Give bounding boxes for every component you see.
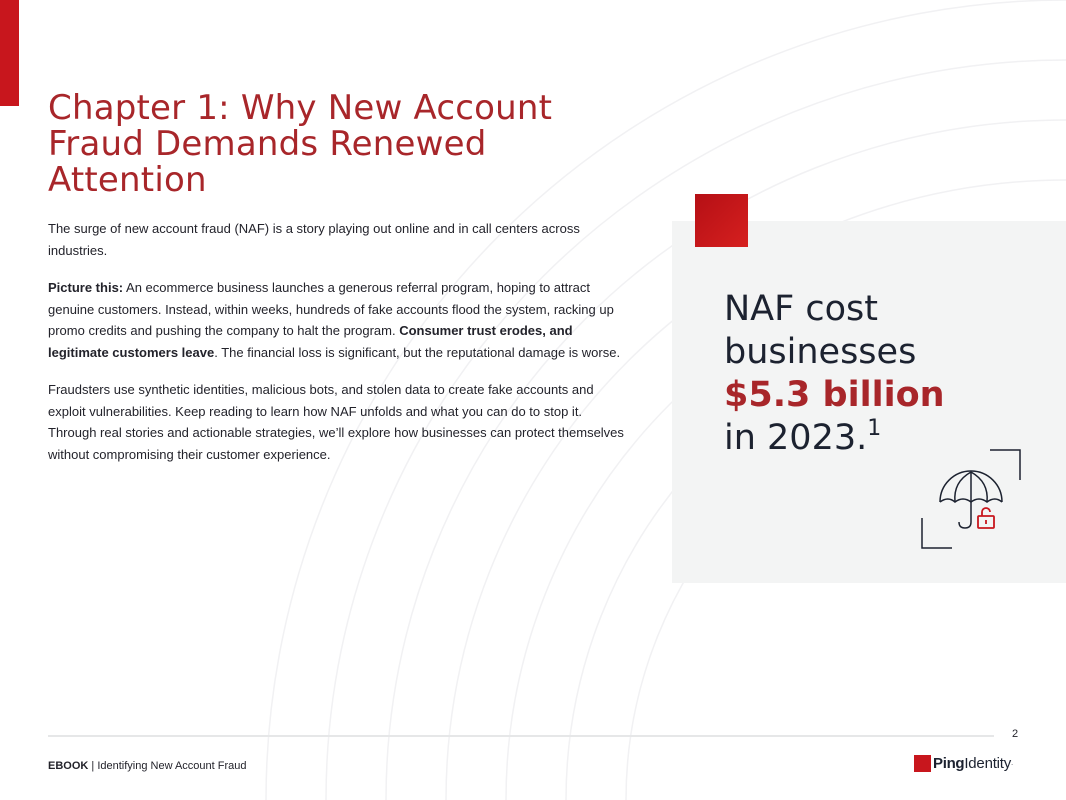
stat-footnote: 1 xyxy=(867,416,882,441)
paragraph-picture-this xyxy=(48,277,628,363)
footer-label-ebook: EBOOK xyxy=(48,760,89,772)
picture-this-text: An ecommerce business launches a generous referral program, hoping to attract genuine customers. Instead, within weeks, hundreds of fake accounts flood the system, racking up promo credits and pushing the company to halt the program. xyxy=(48,280,614,338)
logo-square-mark xyxy=(914,755,931,772)
footer-label xyxy=(48,760,247,772)
paragraph-intro: The surge of new account fraud (NAF) is a story playing out online and in call centers across industries. xyxy=(48,221,580,258)
logo-mark: . xyxy=(1011,759,1014,767)
stat-accent-square xyxy=(695,194,748,247)
corner-accent-bar xyxy=(0,0,19,106)
stat-line-2: businesses xyxy=(724,332,917,372)
stat-year: in 2023. xyxy=(724,418,868,458)
stat-callout xyxy=(724,288,1024,460)
paragraph-fraudsters: Fraudsters use synthetic identities, malicious bots, and stolen data to create fake accounts and exploit vulnerabilities. Keep reading to learn how NAF unfolds and what you can do to stop it. Through real stories and actionable strategies, we’ll explore how businesses can protect themselves without compromising their customer experience. xyxy=(48,382,624,462)
chapter-title: Chapter 1: Why New Account Fraud Demands Renewed Attention xyxy=(48,88,553,200)
stat-highlight: $5.3 billion xyxy=(724,375,945,415)
ping-identity-logo xyxy=(914,753,1013,773)
footer-label-title: | Identifying New Account Fraud xyxy=(88,760,247,772)
logo-word-ping: Ping xyxy=(933,754,965,772)
picture-this-emphasis: Consumer trust erodes, and legitimate customers leave xyxy=(48,323,573,360)
logo-word-identity: Identity xyxy=(964,754,1012,772)
footer-divider xyxy=(48,735,994,737)
picture-this-tail: . The financial loss is significant, but the reputational damage is worse. xyxy=(214,344,621,360)
umbrella-lock-icon xyxy=(918,446,1024,552)
page-number: 2 xyxy=(1012,728,1019,740)
chapter-body xyxy=(48,218,628,481)
picture-this-lead: Picture this: xyxy=(48,280,124,295)
stat-line-1: NAF cost xyxy=(724,289,878,329)
